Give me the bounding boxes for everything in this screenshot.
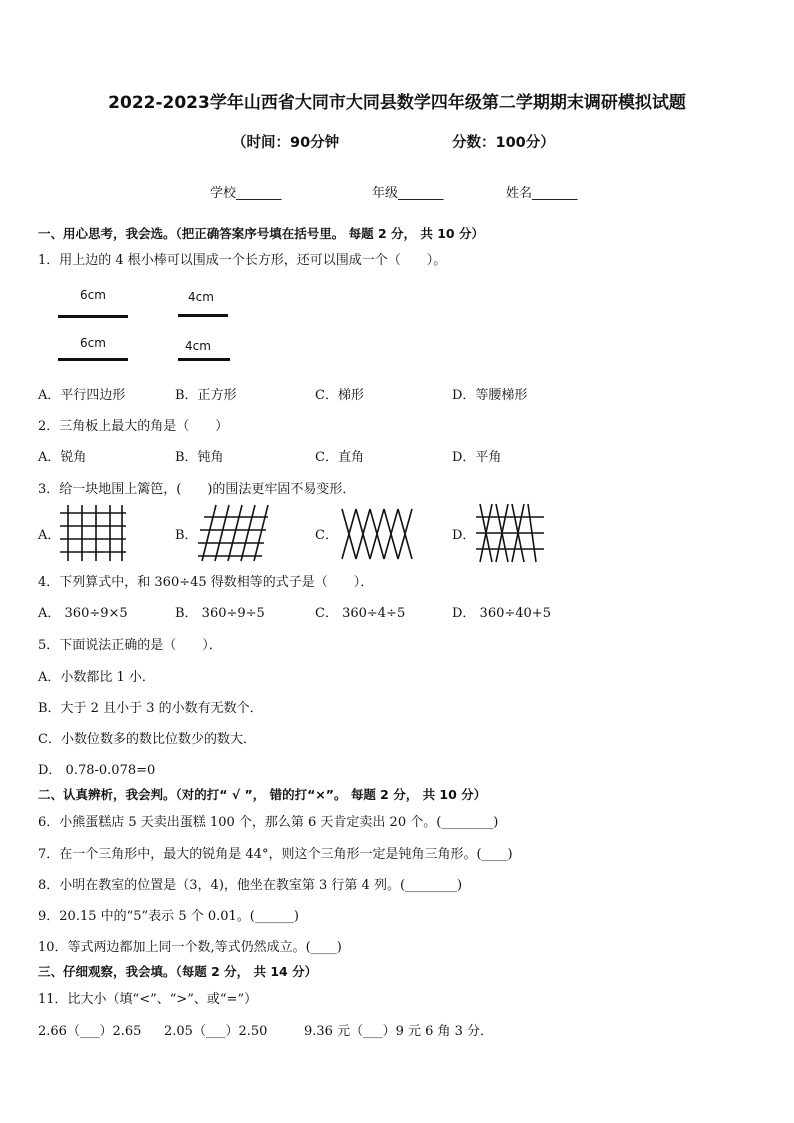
option-b: B． 360÷9÷5	[175, 606, 265, 621]
stick	[58, 358, 128, 361]
stick-label: 4cm	[185, 339, 211, 353]
option-c: C．小数位数多的数比位数少的数大．	[38, 732, 256, 747]
stick-label: 6cm	[80, 336, 106, 350]
option-a: A．小数都比 1 小．	[38, 670, 155, 685]
stick	[58, 315, 128, 318]
option-a: A．锐角	[38, 450, 87, 465]
option-d: D．	[452, 528, 476, 543]
section-2-heading: 二、认真辨析，我会判。（对的打“ √ ”， 错的打“×”。 每题 2 分， 共 10 分）	[38, 787, 487, 802]
option-d: D．等腰梯形	[452, 388, 528, 403]
section-3-heading: 三、仔细观察，我会填。（每题 2 分， 共 14 分）	[38, 964, 318, 979]
judge-item: 7．在一个三角形中，最大的锐角是 44°，则这个三角形一定是钝角三角形。(____)	[38, 847, 513, 862]
stick-label: 6cm	[80, 288, 106, 302]
stick	[178, 314, 228, 317]
fence-grid-figure	[58, 503, 128, 563]
exam-score: 分数：100分）	[452, 135, 555, 151]
name-field: 姓名_______	[506, 186, 578, 201]
question-4: 4．下列算式中，和 360÷45 得数相等的式子是（ ）．	[38, 575, 374, 590]
judge-item: 9．20.15 中的“5”表示 5 个 0.01。(______)	[38, 909, 299, 924]
option-a: A．	[38, 528, 61, 543]
question-3: 3．给一块地围上篱笆，( )的围法更牢固不易变形．	[38, 482, 356, 497]
judge-item: 8．小明在教室的位置是（3，4)，他坐在教室第 3 行第 4 列。(________)	[38, 878, 463, 893]
option-c: C．梯形	[315, 388, 364, 403]
option-b: B．正方形	[175, 388, 237, 403]
judge-item: 10．等式两边都加上同一个数,等式仍然成立。(____)	[38, 940, 342, 955]
fence-crossed-figure	[340, 505, 420, 563]
exam-time: （时间：90分钟	[232, 135, 340, 151]
option-d: D． 0.78-0.078=0	[38, 763, 156, 778]
option-b: B．	[175, 528, 198, 543]
option-c: C．直角	[315, 450, 364, 465]
option-a: A． 360÷9×5	[38, 606, 128, 621]
judge-item: 6．小熊蛋糕店 5 天卖出蛋糕 100 个，那么第 6 天肯定卖出 20 个。(________)	[38, 815, 499, 830]
option-d: D．平角	[452, 450, 502, 465]
question-5: 5．下面说法正确的是（ ）．	[38, 638, 222, 653]
question-1: 1．用上边的 4 根小棒可以围成一个长方形，还可以围成一个（ ）。	[38, 253, 447, 268]
stick-label: 4cm	[188, 290, 214, 304]
stick	[178, 358, 230, 361]
option-b: B．大于 2 且小于 3 的小数有无数个．	[38, 701, 263, 716]
fence-crossed-horizontal-figure	[474, 502, 546, 564]
question-11: 11．比大小（填“<”、“>”、或“=”）	[38, 992, 258, 1007]
option-d: D． 360÷40+5	[452, 606, 551, 621]
school-field: 学校_______	[210, 186, 282, 201]
page-title: 2022-2023学年山西省大同市大同县数学四年级第二学期期末调研模拟试题	[108, 93, 686, 113]
fence-slanted-grid-figure	[196, 503, 270, 563]
compare-part: 2.05（___）2.50	[164, 1024, 268, 1039]
compare-part: 2.66（___）2.65	[38, 1024, 142, 1039]
option-b: B．钝角	[175, 450, 224, 465]
section-1-heading: 一、用心思考，我会选。（把正确答案序号填在括号里。 每题 2 分， 共 10 分）	[38, 226, 484, 241]
option-a: A．平行四边形	[38, 388, 126, 403]
option-c: C． 360÷4÷5	[315, 606, 406, 621]
grade-field: 年级_______	[372, 186, 444, 201]
compare-part: 9.36 元（___）9 元 6 角 3 分．	[304, 1024, 494, 1039]
option-c: C．	[315, 528, 338, 543]
question-2: 2．三角板上最大的角是（ ）	[38, 419, 229, 434]
